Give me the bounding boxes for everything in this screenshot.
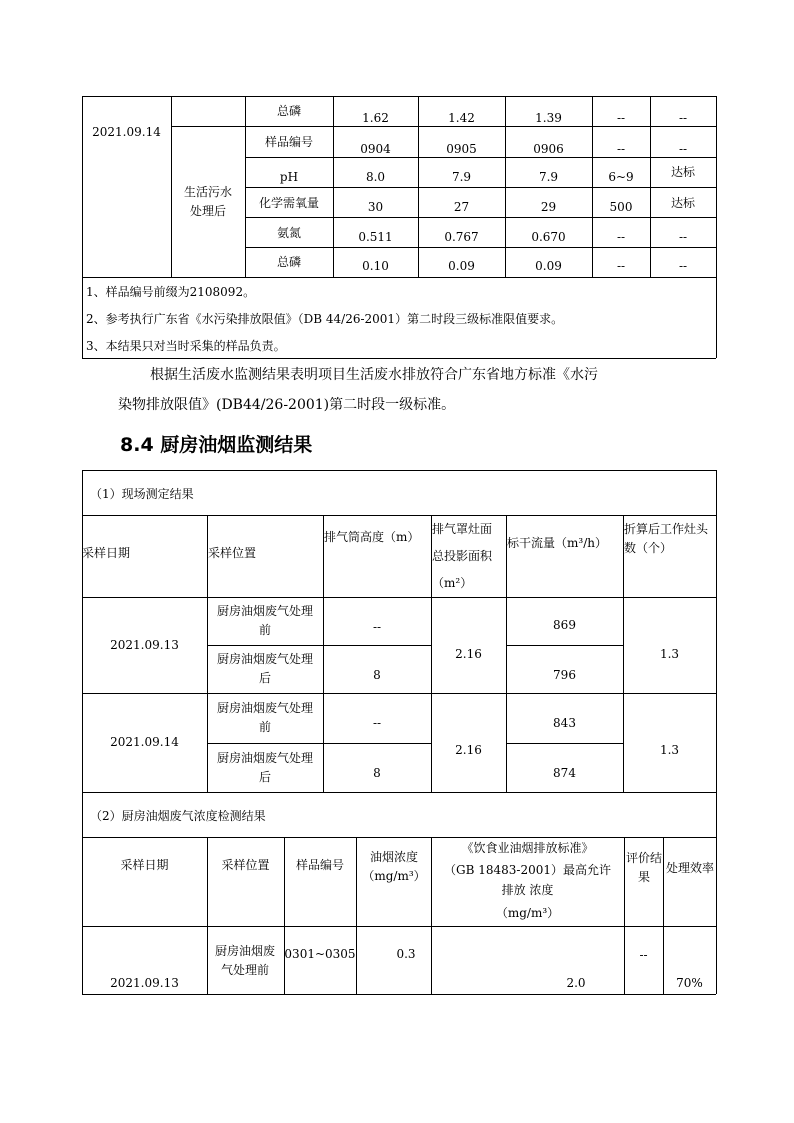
conc-sample-no: 0301~0305: [284, 946, 356, 961]
ww-cell: 1.39: [535, 110, 562, 125]
field-location: 厨房油烟废气处理后: [216, 652, 313, 685]
ww-cell: --: [616, 141, 626, 156]
ww-cell: 0.09: [535, 259, 562, 274]
ww-cell: 达标: [670, 164, 695, 179]
ww-cell: --: [678, 110, 688, 125]
ww-row-label: 样品编号: [264, 134, 313, 149]
conc-header-efficiency: 处理效率: [666, 860, 715, 875]
conc-header-date: 采样日期: [120, 857, 169, 872]
conclusion-line-1: 根据生活废水监测结果表明项目生活废水排放符合广东省地方标准《水污: [150, 367, 598, 383]
field-flow: 796: [553, 667, 576, 682]
ww-row-label: 氨氮: [276, 225, 301, 240]
field-location: 厨房油烟废气处理前: [216, 701, 313, 734]
header-area-unit: （m²）: [432, 575, 473, 590]
ww-cell: 0904: [360, 141, 391, 156]
field-location: 厨房油烟废气处理后: [216, 750, 313, 784]
ww-cell: 0.511: [358, 229, 393, 244]
header-area: 排气罩灶面: [432, 521, 493, 536]
header-location: 采样位置: [208, 545, 257, 560]
conc-result: --: [639, 947, 648, 962]
conc-location: 厨房油烟废气处理前: [214, 944, 275, 977]
header-stoves: 折算后工作灶头数（个）: [624, 522, 709, 555]
header-flow: 标干流量（m³/h）: [507, 535, 607, 550]
conc-efficiency: 70%: [676, 975, 703, 990]
conc-value: 0.3: [396, 946, 416, 961]
conc-header-conc: 油烟浓度（mg/m³）: [362, 850, 426, 883]
ww-cell: --: [678, 141, 688, 156]
ww-cell: --: [616, 259, 626, 274]
ww-cell: 0.09: [448, 259, 475, 274]
ww-note: 2、参考执行广东省《水污染排放限值》（DB 44/26-2001）第二时段三级标准限值要求。: [86, 311, 564, 326]
ww-note: 1、样品编号前缀为2108092。: [86, 284, 256, 299]
field-height: --: [372, 715, 382, 730]
conc-header-result: 评价结果: [626, 851, 663, 884]
field-height: 8: [373, 765, 381, 780]
conc-header-standard: 排放 浓度: [501, 882, 554, 897]
field-location: 厨房油烟废气处理前: [216, 604, 313, 637]
conc-header-location: 采样位置: [221, 857, 270, 872]
conc-header-standard: （GB 18483-2001）最高允许: [444, 862, 611, 877]
field-date: 2021.09.14: [110, 735, 179, 750]
field-table-caption: （1）现场测定结果: [90, 486, 194, 501]
ww-cell: 达标: [670, 195, 695, 210]
conc-date: 2021.09.13: [110, 975, 179, 990]
ww-cell: 0.670: [531, 229, 566, 244]
ww-cell: 0906: [533, 141, 564, 156]
ww-note: 3、本结果只对当时采集的样品负责。: [86, 338, 286, 353]
field-stoves: 1.3: [659, 647, 680, 662]
ww-cell: 29: [540, 199, 557, 214]
field-stoves: 1.3: [659, 743, 680, 758]
ww-cell: 7.9: [451, 169, 472, 184]
ww-cell: --: [616, 229, 626, 244]
header-height: 排气筒高度（m）: [324, 530, 420, 544]
ww-cell: 6~9: [608, 169, 634, 184]
header-date: 采样日期: [82, 545, 131, 560]
conc-limit: 2.0: [566, 975, 586, 990]
field-flow: 874: [553, 765, 576, 780]
ww-cell: --: [678, 259, 688, 274]
conclusion-line-2: 染物排放限值》(DB44/26-2001)第二时段一级标准。: [118, 397, 456, 413]
ww-cell: 30: [367, 199, 384, 214]
ww-cell: 27: [453, 199, 470, 214]
ww-cell: 0905: [446, 141, 477, 156]
ww-cell: 1.42: [448, 110, 475, 125]
field-area: 2.16: [455, 743, 482, 758]
field-area: 2.16: [455, 647, 482, 662]
field-height: 8: [373, 667, 381, 682]
ww-cell: 1.62: [362, 110, 389, 125]
ww-cell: 0.767: [444, 229, 479, 244]
ww-cell: 7.9: [538, 169, 559, 184]
conc-header-standard-unit: （mg/m³）: [495, 905, 560, 920]
conc-header-standard: 《饮食业油烟排放标准》: [461, 840, 594, 855]
field-date: 2021.09.13: [110, 637, 179, 652]
field-flow: 843: [553, 715, 576, 730]
ww-row-label: 总磷: [276, 255, 301, 270]
section-title: 8.4 厨房油烟监测结果: [120, 434, 313, 456]
ww-location: 生活污水处理后: [183, 185, 232, 218]
ww-cell: --: [616, 110, 626, 125]
conc-header-sample-no: 样品编号: [295, 857, 344, 872]
ww-date: 2021.09.14: [92, 124, 161, 139]
ww-cell: 8.0: [365, 169, 386, 184]
field-flow: 869: [553, 617, 576, 632]
ww-cell: 0.10: [362, 259, 389, 274]
ww-row-label: 化学需氧量: [258, 195, 319, 210]
header-area: 总投影面积: [432, 548, 493, 563]
field-height: --: [372, 619, 382, 634]
ww-row-label: 总磷: [276, 103, 301, 118]
conc-table-caption: （2）厨房油烟废气浓度检测结果: [90, 808, 266, 823]
ww-cell: --: [678, 229, 688, 244]
ww-row-label: pH: [279, 169, 299, 184]
ww-cell: 500: [609, 199, 633, 214]
